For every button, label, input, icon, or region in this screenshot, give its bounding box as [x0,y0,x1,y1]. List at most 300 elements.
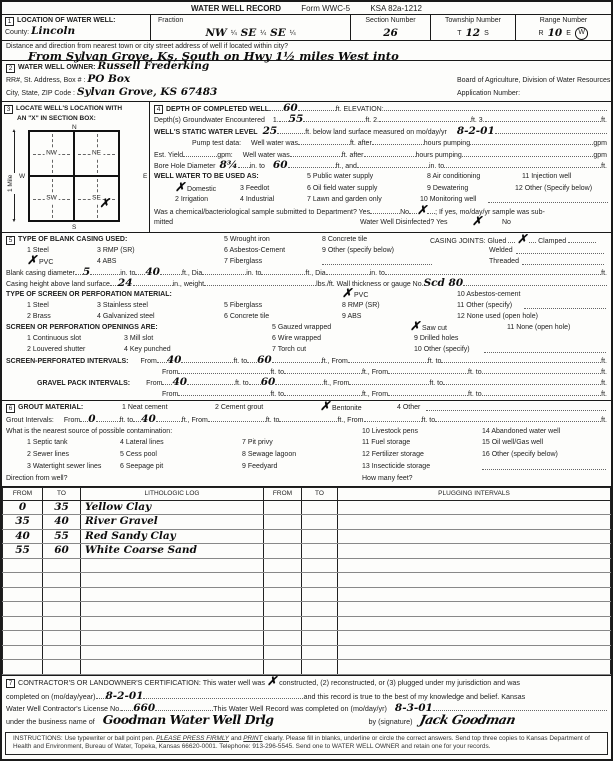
owner-address-input[interactable]: PO Box [87,73,131,85]
disinfected-yes-check-mark[interactable]: ✗ [472,213,483,228]
litho-cell[interactable] [81,645,264,660]
sample-no-label: No [400,208,410,216]
option-irrigation[interactable]: 2 Irrigation [175,196,209,204]
litho-cell[interactable] [81,587,264,602]
option-rmp-casing[interactable]: 3 RMP (SR) [97,247,135,254]
quadrant-ne-label: NE [91,149,102,156]
locate-title-2: AN "X" IN SECTION BOX: [17,115,96,122]
litho-cell[interactable] [264,587,302,602]
litho-cell[interactable] [338,529,611,544]
dotted-blank [482,462,606,470]
litho-cell[interactable] [43,558,81,573]
option-industrial[interactable]: 4 Industrial [240,196,275,204]
option-lawn-garden[interactable]: 7 Lawn and garden only [307,196,382,204]
table-row [3,558,611,573]
bore-depth-input[interactable]: 60 [272,158,288,171]
fraction-input-1[interactable]: NW [205,27,227,39]
litho-cell[interactable] [302,645,338,660]
option-fiberglass-casing[interactable]: 7 Fiberglass [224,258,263,265]
fraction-input-2[interactable]: SE [240,27,257,39]
dotted-blank [157,355,167,363]
well-location-x-mark[interactable]: ✗ [99,195,110,210]
dotted-blank [322,257,432,265]
section-3-number: 3 [4,105,13,114]
option-other-contamination[interactable]: 16 Other (specify below) [482,451,558,459]
dotted-blank [178,388,270,396]
option-livestock-pens[interactable]: 10 Livestock pens [362,427,419,435]
option-injection-well[interactable]: 11 Injection well [522,173,572,181]
litho-cell[interactable] [338,500,611,515]
option-oil-field-water-supply[interactable]: 6 Oil field water supply [307,184,378,192]
litho-cell[interactable] [338,587,611,602]
litho-cell[interactable] [81,616,264,631]
table-row [3,500,611,515]
litho-cell[interactable]: 55 [43,529,81,544]
casing-height-input[interactable]: 24 [117,277,133,289]
litho-cell[interactable] [302,631,338,646]
static-level-input[interactable]: 25 [262,124,278,137]
dotted-blank [208,414,266,422]
signature-value[interactable]: Jack Goodman [418,711,518,727]
litho-cell[interactable] [302,529,338,544]
litho-cell[interactable] [264,616,302,631]
litho-cell[interactable] [302,558,338,573]
litho-cell[interactable] [81,631,264,646]
option-septic-tank[interactable]: 1 Septic tank [27,439,68,447]
litho-cell[interactable] [302,500,338,515]
litho-cell[interactable] [338,573,611,588]
in-to-label: in. to [428,162,445,170]
option-cess-pool[interactable]: 5 Cess pool [120,451,157,459]
column-header-from: FROM [3,487,43,500]
welded-label: Welded [489,247,513,254]
litho-cell[interactable] [302,587,338,602]
option-sewer-lines[interactable]: 2 Sewer lines [27,451,70,459]
certification-line-1: CONTRACTOR'S OR LANDOWNER'S CERTIFICATION: This water well was ✗ constructed, (2) reconstructed, or (3) plugged under my jurisdiction and was [18,673,520,688]
option-neat-cement[interactable]: 1 Neat cement [122,404,168,411]
litho-cell[interactable] [338,660,611,675]
litho-cell[interactable] [43,616,81,631]
litho-cell[interactable] [302,616,338,631]
screen-material-title: TYPE OF SCREEN OR PERFORATION MATERIAL: [6,291,172,298]
litho-cell[interactable] [264,645,302,660]
table-row [3,631,611,646]
option-domestic-checked[interactable]: ✗ Domestic [175,179,217,194]
locate-well-section [2,102,150,232]
business-name-input[interactable]: Goodman Water Well Drlg [102,711,274,727]
grout-from-input[interactable]: 0 [88,412,96,425]
board-label: Board of Agriculture, Division of Water Resources [457,77,611,84]
locate-title-1: LOCATE WELL'S LOCATION WITH [16,105,123,112]
dotted-blank [133,278,173,286]
column-header-to: TO [43,487,81,500]
range-west-circled[interactable]: W [575,27,589,40]
option-none-used-open-hole[interactable]: 12 None used (open hole) [457,313,538,320]
gravel-pack-label: GRAVEL PACK INTERVALS: [37,380,131,387]
grout-to-input[interactable]: 40 [141,412,156,425]
range-box [515,15,611,40]
option-key-punched[interactable]: 4 Key punched [124,346,171,353]
option-watertight-sewer-lines[interactable]: 3 Watertight sewer lines [27,462,102,470]
dotted-blank [370,206,400,214]
option-torch-cut[interactable]: 7 Torch cut [272,346,307,353]
gauge-input[interactable]: Scd 80 [423,277,464,289]
ft-from-label: ft., From [323,380,350,387]
option-cement-grout[interactable]: 2 Cement grout [215,404,264,411]
litho-cell[interactable] [3,616,43,631]
option-other-grout[interactable]: 4 Other [397,404,421,411]
option-concrete-tile-screen[interactable]: 6 Concrete tile [224,313,270,320]
from-label: From [162,369,179,376]
litho-cell[interactable] [264,631,302,646]
how-many-feet-label: How many feet? [362,474,413,482]
option-pvc-casing-checked[interactable]: ✗ PVC [27,253,54,267]
litho-cell[interactable] [338,631,611,646]
dotted-blank [357,160,429,168]
option-louvered-shutter[interactable]: 2 Louvered shutter [27,346,86,353]
option-other-casing[interactable]: 9 Other (specify below) [322,247,394,254]
option-other-screen[interactable]: 11 Other (specify) [457,302,513,309]
dotted-blank [303,114,365,122]
litho-cell[interactable] [264,544,302,559]
casing-diameter-label: Blank casing diameter [6,270,75,277]
certification-section [2,675,611,730]
owner-name-input[interactable]: Russell Frederking [97,60,210,72]
quadrant-sw-label: SW [46,194,57,201]
completed-date-input[interactable]: 8-2-01 [105,689,144,702]
compass-west: W [19,173,26,180]
option-wrought-iron[interactable]: 5 Wrought iron [224,236,270,243]
litho-cell[interactable]: Red Sandy Clay [81,529,264,544]
license-number-input[interactable]: 660 [133,701,156,714]
measured-date-input[interactable]: 8-2-01 [456,124,495,137]
litho-cell[interactable] [81,660,264,675]
dotted-blank [269,103,283,111]
county-input[interactable]: Lincoln [31,25,76,37]
sample-no-check-mark[interactable]: ✗ [417,202,428,217]
dotted-blank [298,137,350,145]
litho-cell[interactable] [264,515,302,530]
dotted-blank [121,703,133,711]
dotted-blank [96,691,106,699]
ft-to-label: ft. to [427,358,442,365]
litho-cell[interactable]: Yellow Clay [81,500,264,515]
table-row [3,616,611,631]
option-other-opening[interactable]: 10 Other (specify) [414,346,470,353]
instructions-text: clearly. Please fill in blanks, underline or circle the correct answers. Send top three copies to Kansas Department of Health and Environment, Bureau of Water, Topeka, Kansas 66620-0001. Telephone: 913-296-5545. Send one to WATER WELL OWNER and retain one for your records. [13,734,590,751]
depth-label: DEPTH OF COMPLETED WELL [166,106,270,113]
township-box [430,15,515,40]
option-rmp-screen[interactable]: 8 RMP (SR) [342,302,380,309]
option-sewage-lagoon[interactable]: 8 Sewage lagoon [242,451,297,459]
in-to-label: in. to [369,270,385,277]
gauge-label: lbs./ft. Wall thickness or gauge No. [316,281,424,288]
litho-cell[interactable] [302,515,338,530]
groundwater-label: Depth(s) Groundwater Encountered [154,117,265,125]
option-asbestos-cement-screen[interactable]: 10 Asbestos-cement [457,291,521,298]
litho-cell[interactable] [264,500,302,515]
dotted-blank [202,267,246,275]
option-abs-casing[interactable]: 4 ABS [97,258,117,265]
option-gauzed-wrapped[interactable]: 5 Gauzed wrapped [272,324,332,331]
hours-pumping-label: hours pumping [423,140,471,148]
gravel-pack-from-input[interactable]: 40 [172,376,188,388]
litho-cell[interactable]: 40 [3,529,43,544]
range-label: Range Number [539,17,588,24]
dotted-blank [482,388,602,396]
dotted-blank [409,206,417,214]
table-row [3,602,611,617]
distance-input[interactable]: From Sylvan Grove, Ks, South on Hwy 1½ miles West into [28,49,399,63]
screen-interval-to-input[interactable]: 60 [257,354,272,366]
signature-label: by (signature) [368,716,413,726]
certification-line-2: and this record is true to the best of my knowledge and belief. Kansas [303,691,526,701]
option-other-use[interactable]: 12 Other (Specify below) [515,184,593,192]
ft-after-label: ft. after [349,140,372,148]
glued-check-mark[interactable]: ✗ [517,232,528,246]
option-monitoring-well[interactable]: 10 Monitoring well [420,196,477,204]
option-air-conditioning[interactable]: 8 Air conditioning [427,173,481,181]
litho-cell[interactable] [264,573,302,588]
instructions-text: INSTRUCTIONS: Use typewriter or ball point pen. [13,734,157,742]
ft-to-label: ft. to [468,369,482,376]
dotted-blank [272,355,322,363]
completed-on-label: completed on (mo/day/year) [6,691,96,701]
option-drilled-holes[interactable]: 9 Drilled holes [414,335,459,342]
casing-height-label: Casing height above land surface [6,281,110,288]
section-4-number: 4 [154,105,163,114]
litho-cell[interactable] [338,645,611,660]
dotted-blank [488,195,608,203]
range-input[interactable]: 10 [547,27,563,39]
table-row [3,515,611,530]
in-to-label: in. to [246,270,262,277]
dotted-blank [463,278,607,286]
litho-cell[interactable]: 60 [43,544,81,559]
option-continuous-slot[interactable]: 1 Continuous slot [27,335,82,342]
dotted-blank [388,366,468,374]
option-mill-slot[interactable]: 3 Mill slot [124,335,154,342]
license-label: Water Well Contractor's License No. [6,703,122,713]
dotted-blank [160,267,182,275]
option-steel-casing[interactable]: 1 Steel [27,247,49,254]
from-label: From [63,416,81,424]
option-oil-gas-well[interactable]: 15 Oil well/Gas well [482,439,544,447]
option-lateral-lines[interactable]: 4 Lateral lines [120,439,164,447]
form-header [2,2,611,14]
litho-cell[interactable] [338,616,611,631]
litho-cell[interactable] [3,645,43,660]
distance-block [2,41,611,61]
column-header-plugging-intervals: PLUGGING INTERVALS [338,487,611,500]
ft-after-label: ft. after [341,151,364,159]
ft-to-label: ft. to [270,369,284,376]
dotted-blank [279,414,337,422]
township-t: T [457,29,462,37]
ft-to-label: ft. to [119,416,134,424]
casing-title: TYPE OF BLANK CASING USED: [18,236,128,243]
dotted-blank [181,355,233,363]
fraction-input-3[interactable]: SE [270,27,286,39]
township-label: Township Number [444,17,502,24]
grout-intervals-label: Grout Intervals: [6,416,54,424]
static-level-label: WELL'S STATIC WATER LEVEL [154,128,258,136]
litho-cell[interactable] [3,587,43,602]
litho-cell[interactable]: 35 [3,515,43,530]
litho-cell[interactable] [264,529,302,544]
record-completed-date-input[interactable]: 8-3-01 [394,701,433,714]
litho-cell[interactable]: 40 [43,515,81,530]
grout-title: GROUT MATERIAL: [18,404,84,411]
ft-dia-label: ft., Dia [182,270,203,277]
litho-cell[interactable] [338,515,611,530]
section-number-input[interactable]: 26 [383,27,398,39]
owner-city-input[interactable]: Sylvan Grove, KS 67483 [76,86,218,98]
fraction-label: Fraction [158,17,184,24]
dotted-blank [443,377,601,385]
option-wire-wrapped[interactable]: 6 Wire wrapped [272,335,322,342]
option-feedlot[interactable]: 3 Feedlot [240,184,270,192]
litho-cell[interactable] [43,660,81,675]
disinfected-label: Water Well Disinfected? Yes [360,218,448,226]
dotted-blank [379,114,471,122]
dotted-blank [364,414,422,422]
option-fiberglass-screen[interactable]: 5 Fiberglass [224,302,263,309]
litho-cell[interactable] [338,558,611,573]
ft-and-label: ft., and [335,162,357,170]
litho-cell[interactable] [3,602,43,617]
litho-cell[interactable] [302,602,338,617]
casing-diameter-input[interactable]: 5 [82,266,91,278]
dotted-blank [143,691,303,699]
litho-cell[interactable] [43,573,81,588]
option-seepage-pit[interactable]: 6 Seepage pit [120,462,164,470]
option-insecticide-storage[interactable]: 13 Insecticide storage [362,462,431,470]
litho-cell[interactable] [264,602,302,617]
quarter-symbol: ¼ [260,29,267,37]
litho-cell[interactable] [81,558,264,573]
litho-cell[interactable] [43,645,81,660]
litho-cell[interactable] [302,573,338,588]
est-yield-label: Est. Yield [154,151,184,159]
option-public-water-supply[interactable]: 5 Public water supply [307,173,374,181]
dotted-blank [110,278,118,286]
well-data-section [150,102,611,232]
ft-from-label: ft., From [337,416,364,424]
litho-cell[interactable]: 35 [43,500,81,515]
ft-to-label: ft. to [265,416,280,424]
litho-cell[interactable] [264,558,302,573]
litho-cell[interactable] [43,602,81,617]
litho-cell[interactable] [3,660,43,675]
litho-cell[interactable]: 0 [3,500,43,515]
dotted-blank [385,267,601,275]
quadrant-ne[interactable] [74,131,119,176]
statute-number: KSA 82a-1212 [370,4,422,13]
litho-cell[interactable] [43,587,81,602]
litho-cell[interactable]: White Coarse Sand [81,544,264,559]
option-asbestos-cement-casing[interactable]: 6 Asbestos-Cement [224,247,286,254]
quadrant-nw[interactable] [29,131,74,176]
screen-interval-from-input[interactable]: 40 [166,354,182,366]
option-bentonite-checked[interactable]: ✗ Bentonite [320,399,362,413]
litho-cell[interactable] [302,660,338,675]
lithologic-log-table [2,487,611,675]
option-pit-privy[interactable]: 7 Pit privy [242,439,273,447]
option-pvc-screen-checked[interactable]: ✗ PVC [342,286,369,300]
dotted-blank [444,160,601,168]
option-none-open-hole[interactable]: 11 None (open hole) [507,324,571,331]
instructions-press-firmly: PLEASE PRESS FIRMLY [156,734,230,742]
gravel-pack-to-input[interactable]: 60 [260,376,276,388]
option-brass-screen[interactable]: 2 Brass [27,313,51,320]
dotted-blank [482,366,602,374]
litho-cell[interactable] [338,602,611,617]
dotted-blank [187,377,235,385]
option-galvanized-steel-screen[interactable]: 4 Galvanized steel [97,313,155,320]
litho-cell[interactable] [81,573,264,588]
litho-cell[interactable] [264,660,302,675]
quadrant-sw[interactable] [29,176,74,221]
option-abandoned-water-well[interactable]: 14 Abandoned water well [482,427,561,435]
litho-cell[interactable] [81,602,264,617]
groundwater-depth-input[interactable]: 55 [288,113,304,126]
mid-row [2,102,611,233]
dotted-blank [326,267,370,275]
litho-cell[interactable] [338,544,611,559]
option-steel-screen[interactable]: 1 Steel [27,302,49,309]
township-input[interactable]: 12 [465,27,481,39]
option-fuel-storage[interactable]: 11 Fuel storage [362,439,411,447]
option-stainless-steel-screen[interactable]: 3 Stainless steel [97,302,148,309]
option-dewatering[interactable]: 9 Dewatering [427,184,469,192]
dotted-blank [133,414,141,422]
option-abs-screen[interactable]: 9 ABS [342,313,362,320]
litho-cell[interactable] [3,631,43,646]
dotted-blank [349,377,429,385]
compass-east: E [143,173,148,180]
litho-cell[interactable]: 55 [3,544,43,559]
quarter-symbol: ¼ [230,29,237,37]
bore-diameter-label: Bore Hole Diameter [154,162,216,170]
quadrant-nw-label: NW [46,149,57,156]
litho-cell[interactable]: River Gravel [81,515,264,530]
bore-diameter-input[interactable]: 8¾ [219,158,238,171]
dotted-blank [290,149,342,157]
dotted-blank [298,103,336,111]
dotted-blank [441,355,601,363]
option-feedyard[interactable]: 9 Feedyard [242,462,278,470]
dotted-blank [495,126,607,134]
casing-depth-input[interactable]: 40 [145,266,160,278]
dotted-blank [178,366,270,374]
quadrant-se[interactable] [74,176,119,221]
litho-cell[interactable] [302,544,338,559]
option-fertilizer-storage[interactable]: 12 Fertilizer storage [362,451,424,459]
litho-cell[interactable] [3,558,43,573]
litho-cell[interactable] [43,631,81,646]
one-mile-label: ▲ 1 Mile [7,174,14,192]
ft-label: ft. [601,270,607,277]
option-saw-cut-checked[interactable]: ✗ Saw cut [410,319,447,333]
option-concrete-tile-casing[interactable]: 8 Concrete tile [322,236,368,243]
depth-input[interactable]: 60 [283,102,298,114]
litho-cell[interactable] [3,573,43,588]
one-mile-scale-line [7,132,15,220]
owner-title: WATER WELL OWNER: [18,64,96,71]
dotted-blank [183,149,217,157]
dotted-blank [508,235,515,243]
